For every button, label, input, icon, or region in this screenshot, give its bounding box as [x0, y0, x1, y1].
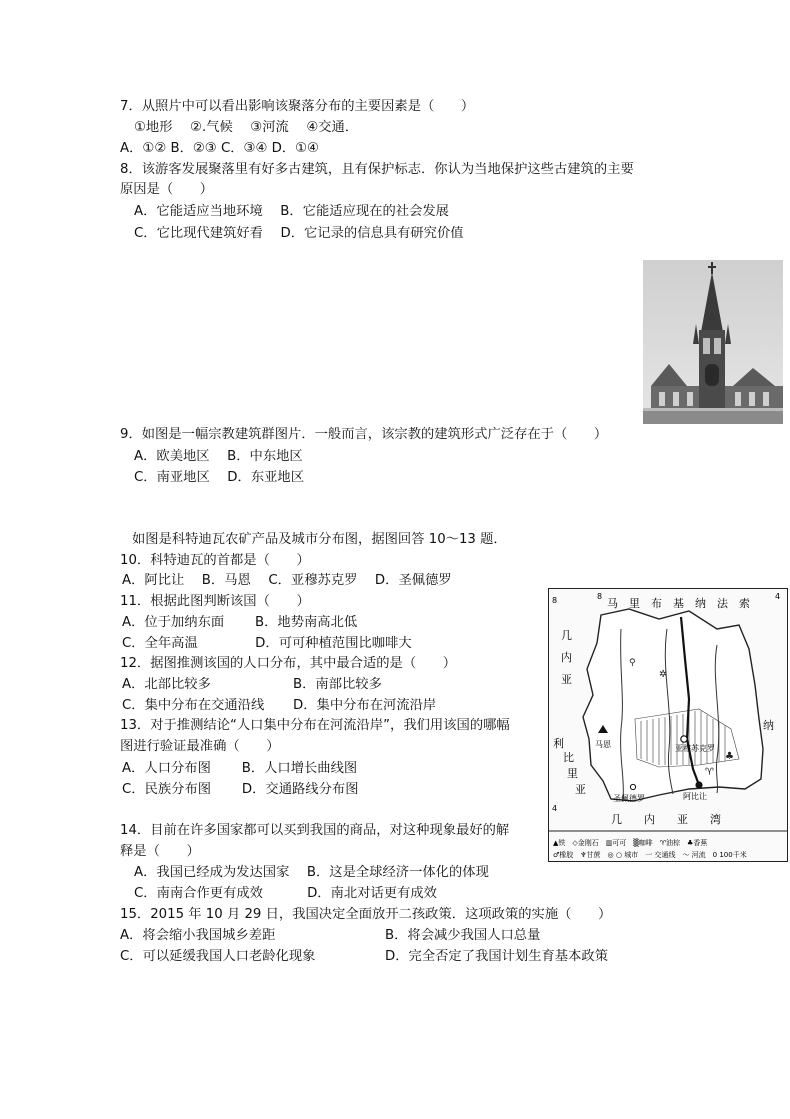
- q12-option-d: D．集中分布在河流沿岸: [293, 698, 437, 713]
- q12-option-c: C．集中分布在交通沿线: [122, 698, 265, 713]
- q8-stem-line1: 8．该游客发展聚落里有好多古建筑，且有保护标志．你认为当地保护这些古建筑的主要: [120, 162, 634, 177]
- map-neighbor-west-3: 亚: [561, 673, 572, 686]
- city-man-label: 马恩: [595, 740, 611, 749]
- map-liberia-3: 里: [567, 767, 578, 780]
- map-intro: 如图是科特迪瓦农矿产品及城市分布图，据图回答 10～13 题．: [132, 532, 507, 547]
- map-neighbor-north: 马 里 布 基 纳 法 索: [607, 597, 750, 610]
- q9-stem: 9．如图是一幅宗教建筑群图片．一般而言，该宗教的建筑形式广泛存在于（ ）: [120, 427, 608, 442]
- oil-palm-icon: ♈: [705, 767, 714, 778]
- q8-options-row1: A．它能适应当地环境 B．它能适应现在的社会发展: [134, 204, 449, 219]
- q9-options-row1: A．欧美地区 B．中东地区: [134, 449, 303, 464]
- sugarcane-icon: ⚲: [629, 658, 636, 668]
- diamond-icon: ✲: [659, 669, 668, 680]
- q7-stem: 7．从照片中可以看出影响该聚落分布的主要因素是（ ）: [120, 99, 475, 114]
- q15-stem: 15．2015 年 10 月 29 日，我国决定全面放开二孩政策．这项政策的实施（ ）: [120, 907, 612, 922]
- q9-options-row2: C．南亚地区 D．东亚地区: [134, 470, 305, 485]
- map-liberia-4: 亚: [575, 783, 586, 796]
- map-lat-4: 4: [552, 804, 558, 813]
- q13-options-row2: C．民族分布图 D．交通路线分布图: [122, 782, 359, 797]
- city-sanpedro-label: 圣佩德罗: [613, 794, 645, 803]
- map-neighbor-west-2: 内: [561, 651, 572, 664]
- church-photo: [643, 260, 783, 424]
- q12-option-a: A．北部比较多: [122, 677, 211, 692]
- q8-options-row2: C．它比现代建筑好看 D．它记录的信息具有研究价值: [134, 226, 464, 241]
- map-neighbor-west-1: 几: [561, 629, 572, 642]
- q12-stem: 12．据图推测该国的人口分布，其中最合适的是（ ）: [120, 656, 457, 671]
- q7-options: A．①② B．②③ C．③④ D．①④: [120, 141, 319, 156]
- q14-options-row1: A．我国已经成为发达国家 B．这是全球经济一体化的体现: [134, 865, 489, 880]
- map-lat-8: 8: [552, 596, 558, 605]
- q11-stem: 11．根据此图判断该国（ ）: [120, 594, 310, 609]
- map-lon-4-top: 4: [775, 592, 781, 601]
- city-yamoussoukro-label: 亚穆苏克罗: [675, 744, 715, 753]
- q15-option-a: A．将会缩小我国城乡差距: [120, 928, 276, 943]
- q11-options-row2: C．全年高温 D．可可种植范围比咖啡大: [122, 636, 412, 651]
- q15-option-d: D．完全否定了我国计划生育基本政策: [385, 949, 608, 964]
- q15-option-b: B．将会减少我国人口总量: [385, 928, 541, 943]
- map-legend-row2: ♂橡胶 ♆甘蔗 ◎ ○ 城市 一 交通线 〜 河流 0 100千米: [553, 851, 747, 859]
- q10-stem: 10．科特迪瓦的首都是（ ）: [120, 553, 310, 568]
- map-neighbor-east: 纳: [763, 719, 774, 732]
- city-abidjan-label: 阿比让: [683, 792, 707, 801]
- city-abidjan-marker: [695, 781, 702, 788]
- banana-icon: ♣: [725, 751, 734, 762]
- map-legend-row1: ▲铁 ◇金刚石 ▥可可 ▒咖啡 ♈油棕 ♣香蕉: [553, 839, 708, 847]
- map-gulf-label: 几 内 亚 湾: [611, 813, 721, 826]
- city-sanpedro-marker: [630, 784, 635, 789]
- q14-stem-line2: 释是（ ）: [120, 844, 200, 859]
- q13-stem-line1: 13．对于推测结论“人口集中分布在河流沿岸”，我们用该国的哪幅: [120, 718, 510, 733]
- q14-stem-line1: 14．目前在许多国家都可以买到我国的商品，对这种现象最好的解: [120, 823, 510, 838]
- q13-stem-line2: 图进行验证最准确（ ）: [120, 739, 280, 754]
- q8-stem-line2: 原因是（ ）: [120, 182, 214, 197]
- q7-items: ①地形 ②.气候 ③河流 ④交通．: [134, 120, 359, 135]
- q12-option-b: B．南部比较多: [293, 677, 382, 692]
- city-yamoussoukro-marker: [681, 736, 687, 742]
- cote-divoire-map: [548, 588, 788, 862]
- q13-options-row1: A．人口分布图 B．人口增长曲线图: [122, 761, 358, 776]
- country-border: [583, 609, 763, 801]
- map-lon-8-top: 8: [597, 592, 603, 601]
- map-liberia-2: 比: [563, 751, 574, 764]
- q10-options: A．阿比让 B．马恩 C．亚穆苏克罗 D．圣佩德罗: [122, 573, 452, 588]
- map-liberia-1: 利: [553, 737, 564, 750]
- q14-options-row2: C．南南合作更有成效 D．南北对话更有成效: [134, 886, 437, 901]
- q11-options-row1: A．位于加纳东面 B．地势南高北低: [122, 615, 358, 630]
- q15-option-c: C．可以延缓我国人口老龄化现象: [120, 949, 316, 964]
